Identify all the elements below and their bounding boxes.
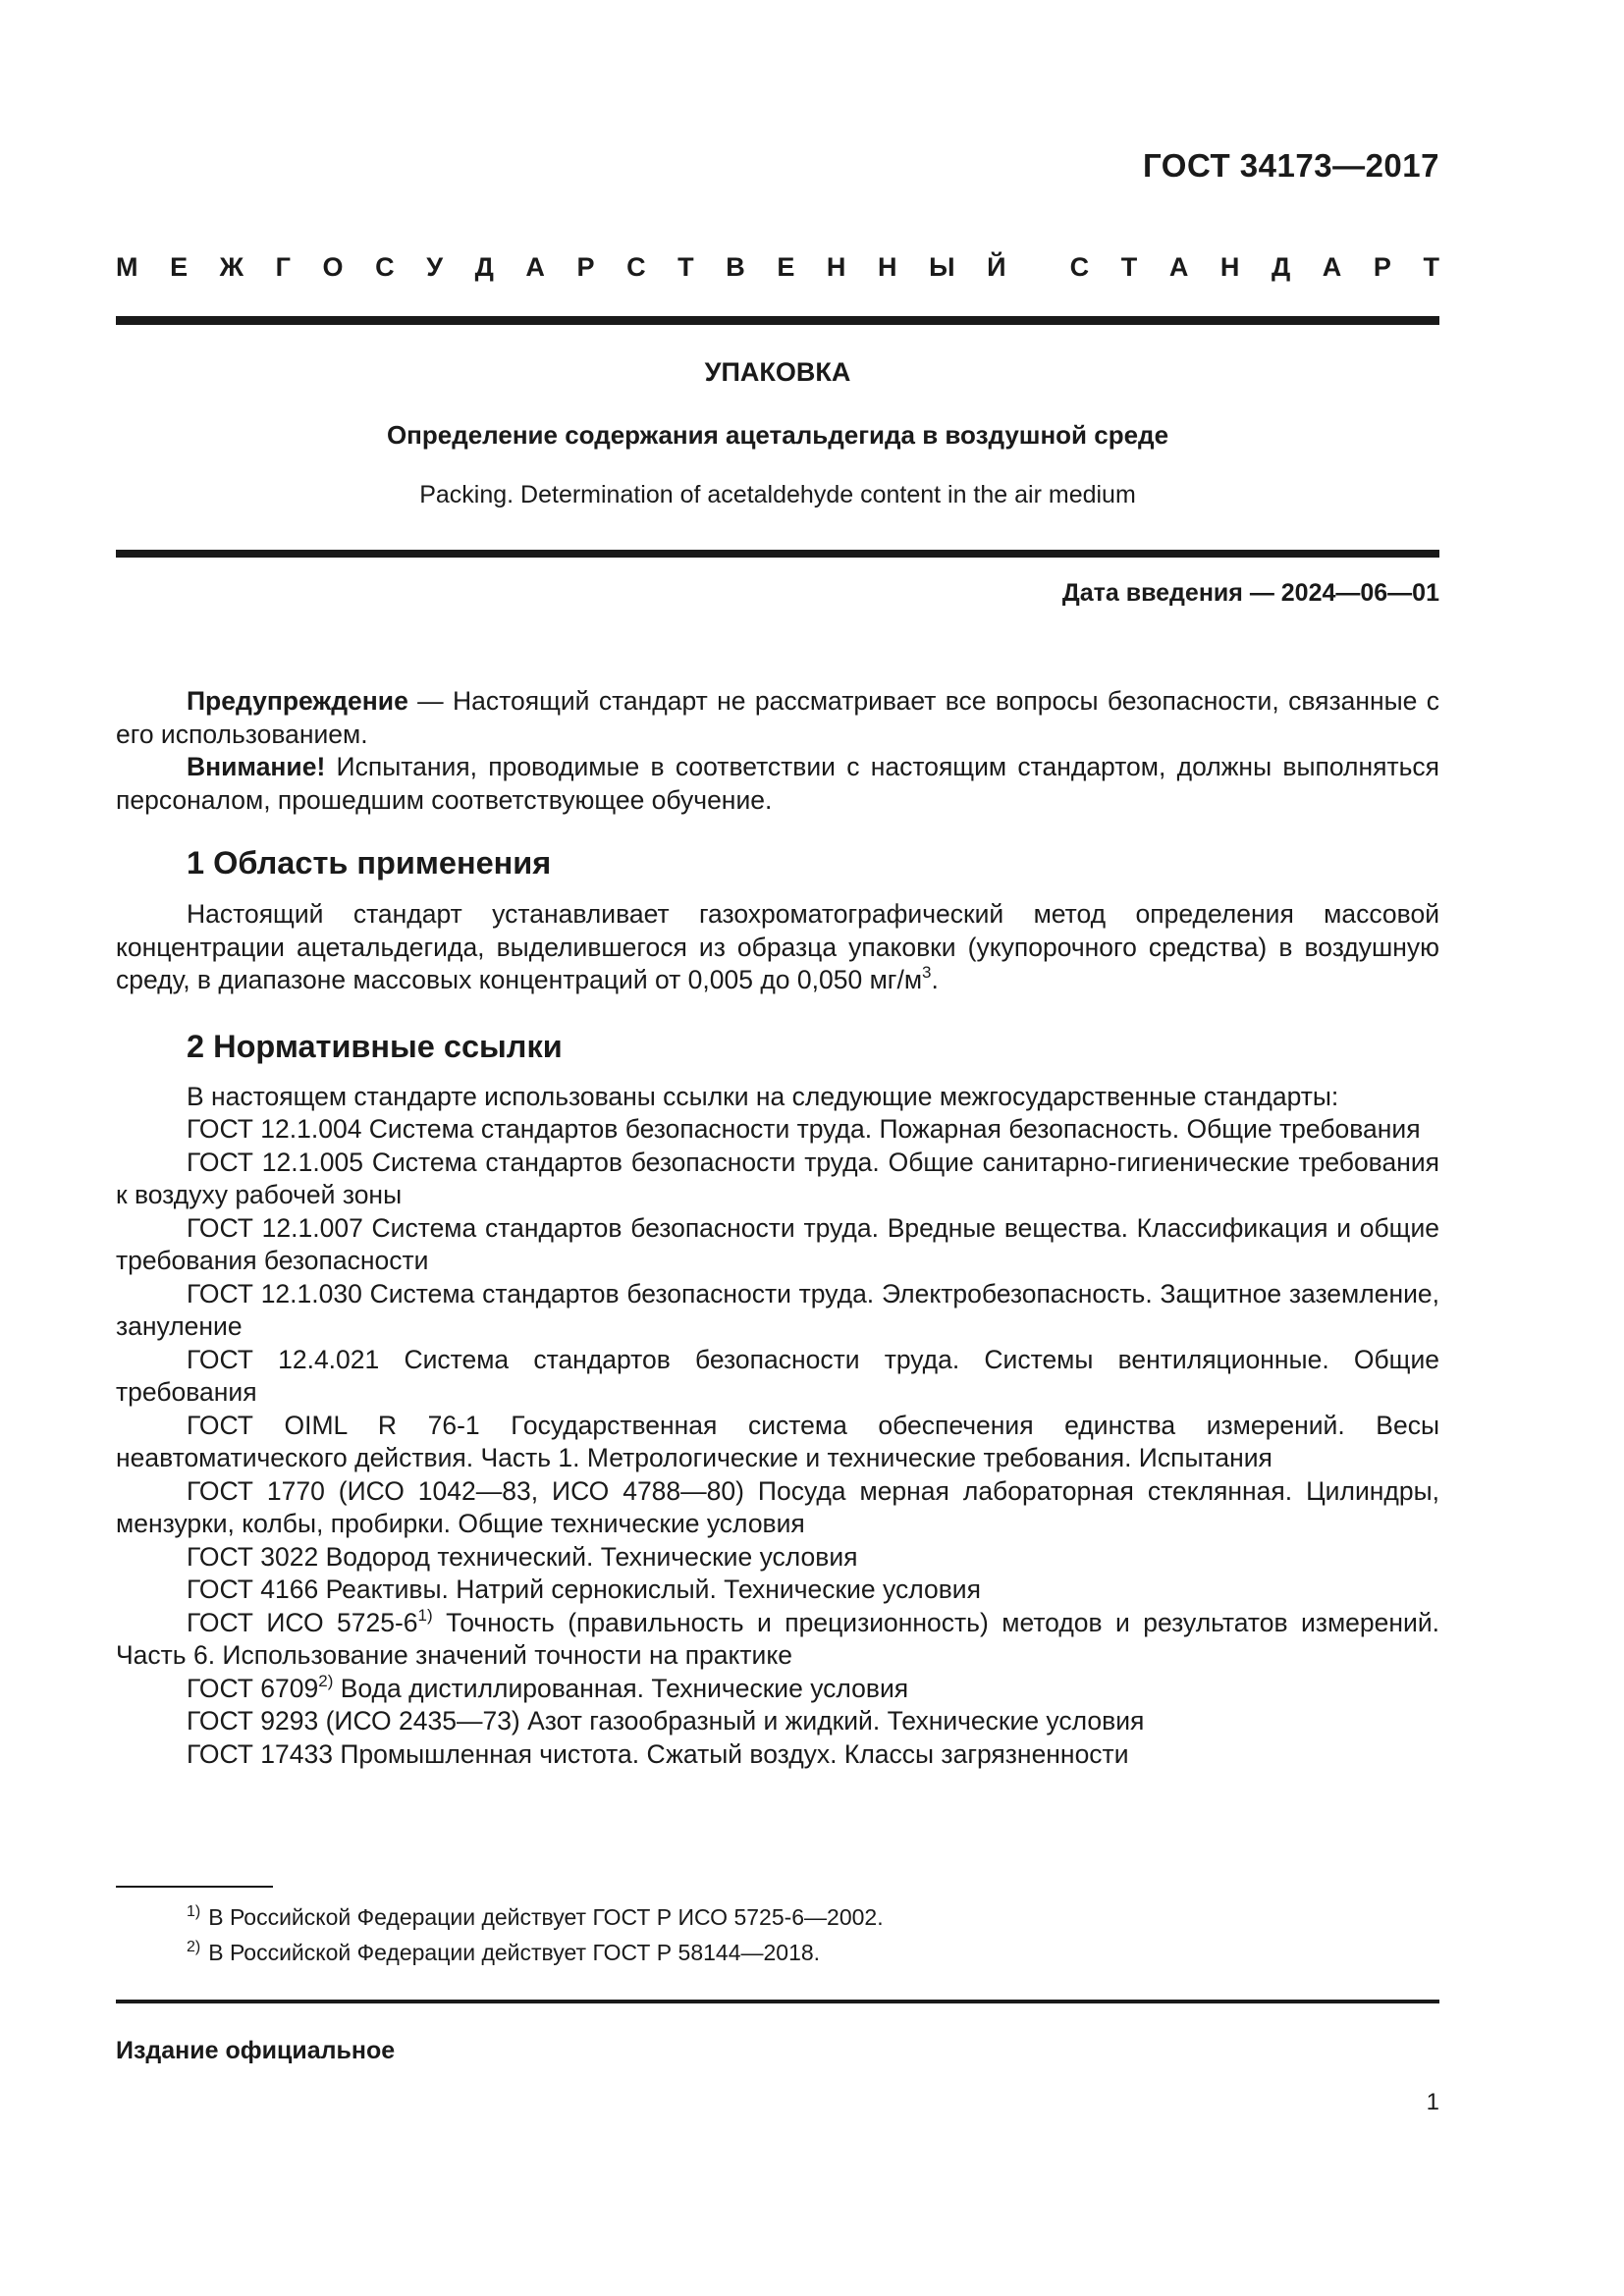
document-body	[116, 685, 1439, 1771]
normative-reference: ГОСТ 6709$^{2)}$ Вода дистиллированная. Технические условия	[187, 1671, 909, 1703]
footnote-mark: 1)	[417, 1605, 433, 1625]
page-number: 1	[1426, 2089, 1439, 2115]
section-1-heading: 1 Область применения	[187, 845, 552, 881]
section-1-paragraph: Настоящий стандарт устанавливает газохроматографический метод определения массовой концентрации ацетальдегида, выделившегося из образца упаковки (укупорочного средства) в воздушную среду, в диапазоне массовых концентраций от 0,005 до 0,050 $мг/м^3$.	[116, 899, 1439, 994]
header-divider	[116, 316, 1439, 325]
normative-reference: ГОСТ 12.4.021 Система стандартов безопасности труда. Системы вентиляционные. Общие требования	[116, 1344, 1439, 1407]
normative-reference: ГОСТ 12.1.004 Система стандартов безопасности труда. Пожарная безопасность. Общие требования	[187, 1114, 1421, 1144]
normative-reference: ГОСТ ИСО 5725-6$^{1)}$ Точность (правильность и прецизионность) методов и результатов измерений. Часть 6. Использование значений точности на практике	[116, 1605, 1439, 1670]
normative-reference: ГОСТ 4166 Реактивы. Натрий сернокислый. Технические условия	[187, 1575, 981, 1604]
english-title: Packing. Determination of acetaldehyde content in the air medium	[419, 481, 1136, 508]
title-divider	[116, 550, 1439, 558]
attention-text: Испытания, проводимые в соответствии с настоящим стандартом, должны выполняться персоналом, прошедшим соответствующее обучение.	[116, 752, 1439, 815]
warning-paragraph	[116, 685, 1439, 751]
footnote-mark: 1)	[187, 1903, 201, 1920]
introduction-date: Дата введения — 2024—06—01	[1061, 579, 1439, 607]
normative-reference: ГОСТ 3022 Водород технический. Технические условия	[187, 1541, 858, 1572]
document-title: УПАКОВКА	[704, 357, 851, 387]
document-page	[116, 0, 1439, 2296]
warning-label: Предупреждение	[187, 686, 408, 716]
document-subtitle: Определение содержания ацетальдегида в воздушной среде	[386, 420, 1169, 450]
attention-paragraph	[116, 751, 1439, 817]
standard-designation: ГОСТ 34173—2017	[1143, 147, 1439, 184]
superscript: 3	[922, 963, 932, 982]
normative-reference: ГОСТ OIML R 76-1 Государственная система обеспечения единства измерений. Весы неавтоматического действия. Часть 1. Метрологические и технические требования. Испытания	[116, 1410, 1439, 1472]
normative-reference: ГОСТ 1770 (ИСО 1042—83, ИСО 4788—80) Посуда мерная лабораторная стеклянная. Цилиндры, мензурки, колбы, пробирки. Общие технические условия	[116, 1475, 1439, 1538]
standard-type-heading: М Е Ж Г О С У Д А Р С Т В Е Н Н Ы Й С Т А Н Д А Р Т	[116, 252, 1439, 282]
footnote-mark: 2)	[187, 1939, 201, 1955]
footnote-divider	[116, 1886, 273, 1888]
normative-reference: ГОСТ 9293 (ИСО 2435—73) Азот газообразный и жидкий. Технические условия	[187, 1706, 1145, 1735]
section-2-intro: В настоящем стандарте использованы ссылки на следующие межгосударственные стандарты:	[187, 1081, 1339, 1111]
normative-reference: ГОСТ 12.1.005 Система стандартов безопасности труда. Общие санитарно-гигиенические требования к воздуху рабочей зоны	[116, 1147, 1439, 1209]
section-2-heading: 2 Нормативные ссылки	[187, 1028, 563, 1064]
footer-divider	[116, 2000, 1439, 2003]
warning-text: — Настоящий стандарт не рассматривает все вопросы безопасности, связанные с его использованием.	[116, 686, 1439, 749]
attention-label: Внимание!	[187, 752, 326, 781]
normative-reference: ГОСТ 12.1.030 Система стандартов безопасности труда. Электробезопасность. Защитное заземление, зануление	[116, 1278, 1439, 1341]
normative-reference: ГОСТ 12.1.007 Система стандартов безопасности труда. Вредные вещества. Классификация и общие требования безопасности	[116, 1212, 1439, 1275]
normative-reference: ГОСТ 17433 Промышленная чистота. Сжатый воздух. Классы загрязненности	[187, 1738, 1129, 1769]
footnote: $^{2)}$ В Российской Федерации действует ГОСТ Р 58144—2018.	[187, 1939, 821, 1965]
footnote-mark: 2)	[318, 1671, 334, 1690]
footnote: $^{1)}$ В Российской Федерации действует ГОСТ Р ИСО 5725-6—2002.	[187, 1903, 884, 1930]
edition-label: Издание официальное	[116, 2037, 396, 2064]
